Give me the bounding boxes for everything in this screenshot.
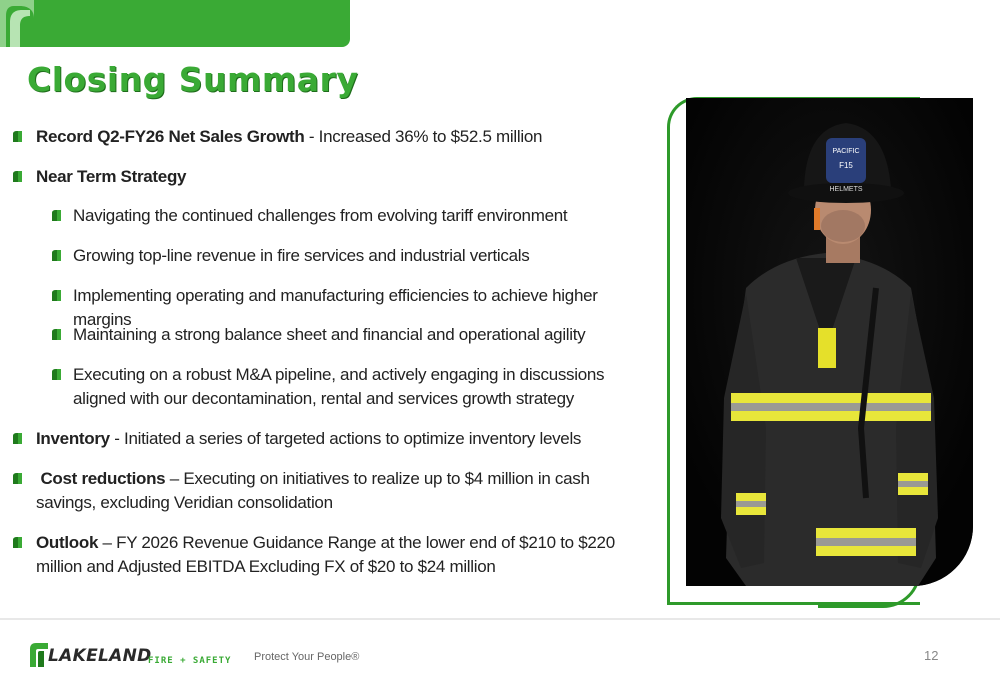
bullet-heading: Cost reductions (40, 469, 166, 488)
bullet-heading: Outlook (36, 533, 99, 552)
bullet-heading: Near Term Strategy (36, 167, 187, 186)
bullet-item (36, 125, 646, 149)
firefighter-illustration (686, 98, 973, 586)
sub-bullet-text: Implementing operating and manufacturing efficiencies to achieve higher margins (73, 286, 598, 329)
bullet-marker-icon (13, 473, 22, 484)
footer-tagline: Protect Your People® (254, 651, 360, 663)
bullet-marker-icon (13, 433, 22, 444)
helmet-text-2: HELMETS (829, 186, 863, 193)
bullet-marker-icon (52, 210, 61, 221)
bullet-item (36, 531, 646, 579)
bullet-marker-icon (13, 537, 22, 548)
sub-bullet-item (73, 244, 653, 268)
bullet-item (36, 427, 646, 451)
footer-divider (0, 618, 1000, 620)
lakeland-logo-icon (30, 643, 48, 667)
helmet-text-3: F15 (839, 161, 853, 170)
page-title: Closing Summary (27, 60, 359, 99)
bullet-heading: Inventory (36, 429, 110, 448)
bullet-text: - Initiated a series of targeted actions to optimize inventory levels (109, 429, 582, 448)
bullet-marker-icon (13, 171, 22, 182)
brand-name: LAKELAND (48, 646, 152, 666)
bullet-text: – Executing on initiatives to realize up to $4 million in cash savings, excluding Veridian consolidation (36, 469, 590, 512)
bullet-item (36, 165, 646, 189)
bullet-text: - Increased 36% to $52.5 million (304, 127, 543, 146)
sub-bullet-text: Executing on a robust M&A pipeline, and actively engaging in discussions aligned with our decontamination, rental and services growth strategy (73, 365, 605, 408)
sub-bullet-text: Maintaining a strong balance sheet and financial and operational agility (73, 325, 586, 344)
sub-bullet-item (73, 323, 653, 347)
bullet-marker-icon (52, 329, 61, 340)
firefighter-photo (686, 98, 973, 586)
page-number: 12 (924, 648, 939, 663)
sub-bullet-text: Growing top-line revenue in fire services and industrial verticals (73, 246, 530, 265)
bullet-heading: Record Q2-FY26 Net Sales Growth (36, 127, 305, 146)
bullet-marker-icon (13, 131, 22, 142)
sub-bullet-item (73, 363, 653, 411)
bullet-marker-icon (52, 290, 61, 301)
bullet-text: – FY 2026 Revenue Guidance Range at the lower end of $210 to $220 million and Adjusted EBITDA Excluding FX of $20 to $24 million (36, 533, 615, 576)
bullet-item (36, 467, 646, 515)
bullet-marker-icon (52, 250, 61, 261)
brand-subtitle: FIRE + SAFETY (148, 656, 232, 666)
sub-bullet-text: Navigating the continued challenges from evolving tariff environment (73, 206, 568, 225)
helmet-text-1: PACIFIC (832, 148, 860, 155)
sub-bullet-item (73, 204, 653, 228)
bullet-marker-icon (52, 369, 61, 380)
